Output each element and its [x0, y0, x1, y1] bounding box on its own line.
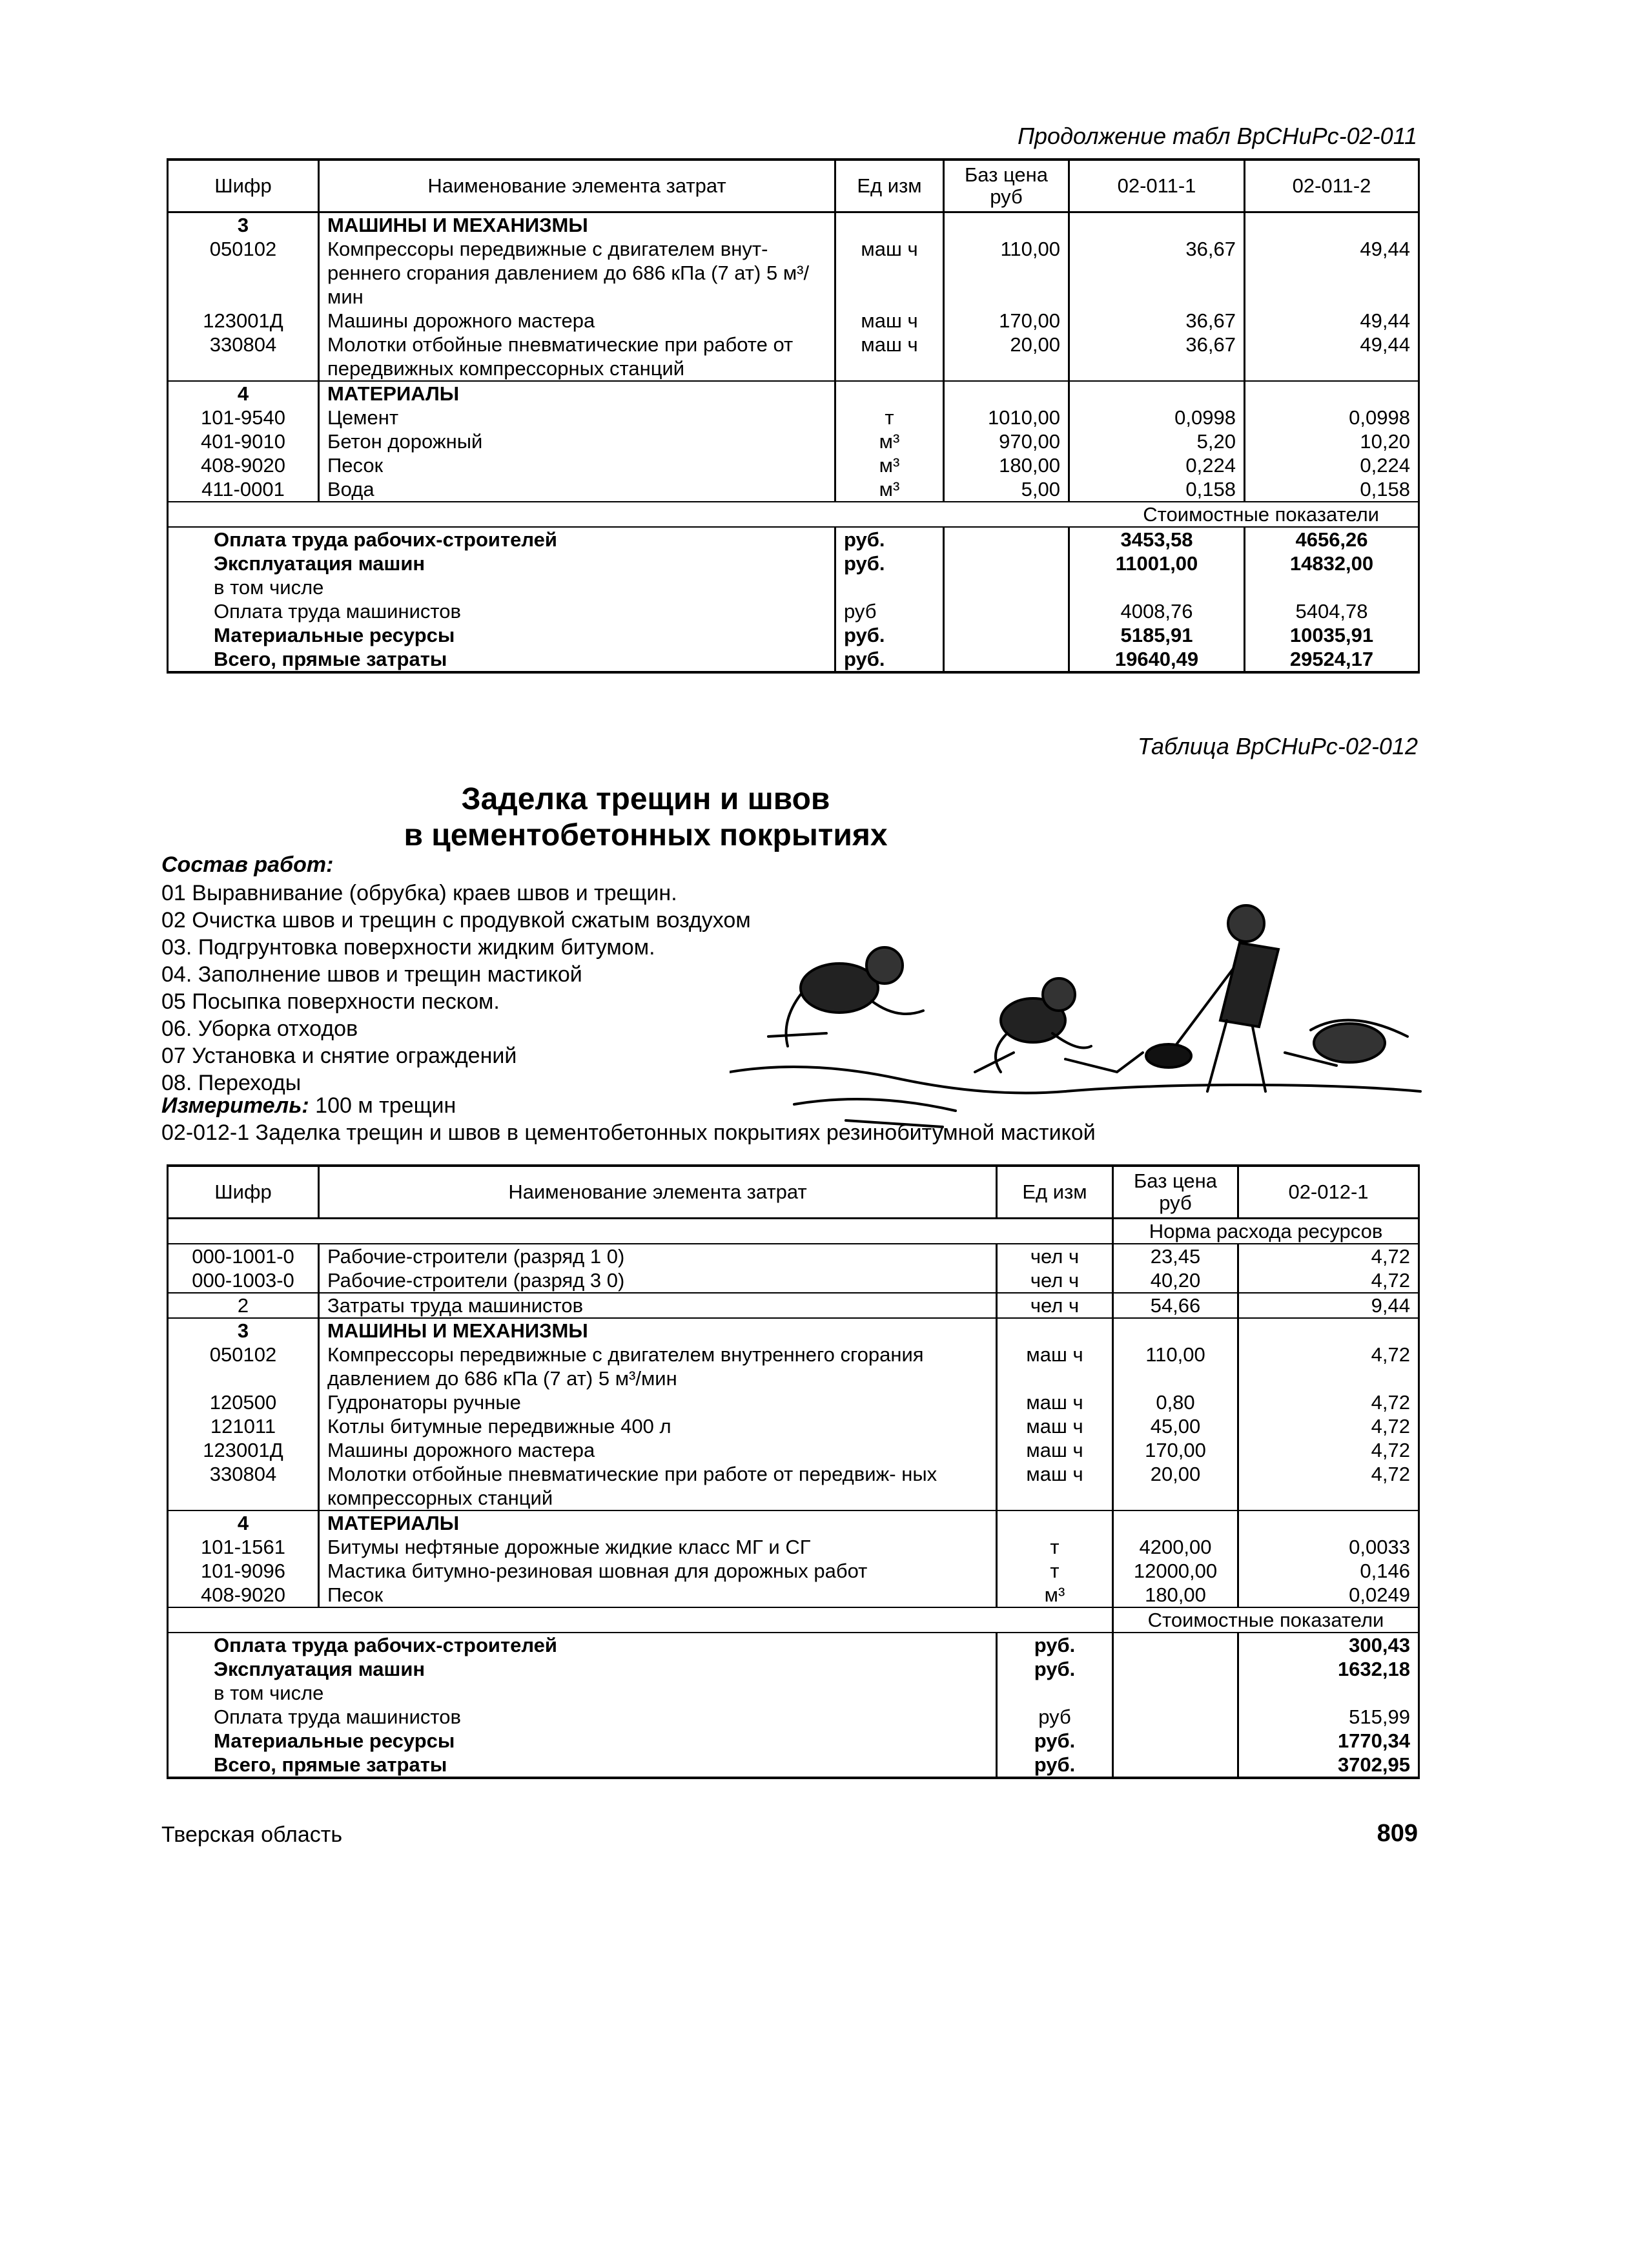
row-code: 101-9096 [168, 1559, 319, 1583]
row-value-2: 49,44 [1245, 333, 1419, 381]
table-row [168, 1583, 1419, 1607]
summary-value-2: 29524,17 [1245, 647, 1419, 672]
summary-price [1113, 1657, 1238, 1681]
summary-name: Оплата труда машинистов [168, 599, 835, 623]
row-price: 4200,00 [1113, 1535, 1238, 1559]
row-price: 12000,00 [1113, 1559, 1238, 1583]
row-name: Компрессоры передвижные с двигателем внутреннего сгорания давлением до 686 кПа (7 ат) 5 м³/мин [319, 1343, 997, 1390]
work-item: 08. Переходы [161, 1071, 302, 1095]
header-col1: 02-012-1 [1238, 1166, 1419, 1219]
table-row [168, 406, 1419, 429]
summary-value-2: 5404,78 [1245, 599, 1419, 623]
table-row [168, 381, 1419, 406]
row-value-1: 36,67 [1069, 309, 1245, 333]
workers-illustration [730, 898, 1427, 1130]
summary-value-2: 10035,91 [1245, 623, 1419, 647]
row-name: Молотки отбойные пневматические при работе от передвиж- ных компрессорных станций [319, 1462, 997, 1510]
summary-price [1113, 1681, 1238, 1705]
summary-unit: руб. [835, 552, 944, 575]
summary-price [944, 599, 1069, 623]
measure-value: 100 м трещин [309, 1093, 456, 1118]
row-value-1: 0,0998 [1069, 406, 1245, 429]
summary-name: Материальные ресурсы [168, 623, 835, 647]
row-unit: чел ч [997, 1268, 1113, 1293]
table-row [168, 429, 1419, 453]
row-code: 120500 [168, 1390, 319, 1414]
work-item: 06. Уборка отходов [161, 1016, 358, 1041]
row-value-1 [1069, 212, 1245, 238]
summary-price [944, 623, 1069, 647]
row-value-1: 0,224 [1069, 453, 1245, 477]
row-value-1: 5,20 [1069, 429, 1245, 453]
row-code: 123001Д [168, 1438, 319, 1462]
header-unit: Ед изм [997, 1166, 1113, 1219]
summary-unit: руб. [997, 1633, 1113, 1657]
row-value-1: 4,72 [1238, 1343, 1419, 1390]
row-value-1: 9,44 [1238, 1293, 1419, 1318]
table-row [168, 1535, 1419, 1559]
table-row [168, 1318, 1419, 1343]
header-name: Наименование элемента затрат [319, 160, 835, 212]
continuation-caption: Продолжение табл ВрСНиРс-02-011 [1017, 123, 1417, 149]
work-list [161, 880, 751, 1097]
header-name: Наименование элемента затрат [319, 1166, 997, 1219]
row-name: МАТЕРИАЛЫ [319, 1510, 997, 1535]
row-unit: чел ч [997, 1293, 1113, 1318]
row-value-1 [1238, 1510, 1419, 1535]
cost-header-row [168, 502, 1419, 527]
cost-table-02-012 [167, 1164, 1420, 1779]
table-header-row [168, 160, 1419, 212]
work-item: 04. Заполнение швов и трещин мастикой [161, 962, 582, 987]
row-code: 4 [168, 1510, 319, 1535]
row-name: Вода [319, 477, 835, 502]
row-name: Песок [319, 1583, 997, 1607]
summary-row [168, 1681, 1419, 1705]
row-value-2: 49,44 [1245, 237, 1419, 309]
row-price [1113, 1318, 1238, 1343]
work-item: 05 Посыпка поверхности песком. [161, 989, 500, 1014]
summary-row [168, 575, 1419, 599]
norm-header: Норма расхода ресурсов [1113, 1219, 1419, 1244]
summary-price [944, 647, 1069, 672]
measure-label: Измеритель: [161, 1093, 309, 1118]
summary-price [944, 575, 1069, 599]
table-row [168, 1462, 1419, 1510]
row-price: 40,20 [1113, 1268, 1238, 1293]
summary-unit [997, 1681, 1113, 1705]
row-value-2 [1245, 381, 1419, 406]
row-code: 101-9540 [168, 406, 319, 429]
row-unit: чел ч [997, 1244, 1113, 1268]
row-price: 0,80 [1113, 1390, 1238, 1414]
row-value-1: 4,72 [1238, 1244, 1419, 1268]
header-col1: 02-011-1 [1069, 160, 1245, 212]
summary-name: в том числе [168, 575, 835, 599]
summary-row [168, 1729, 1419, 1753]
row-value-1: 4,72 [1238, 1390, 1419, 1414]
norm-header-blank [168, 1219, 1113, 1244]
summary-price [1113, 1705, 1238, 1729]
table-row [168, 1438, 1419, 1462]
row-value-2: 0,224 [1245, 453, 1419, 477]
row-name: Компрессоры передвижные с двигателем внут- реннего сгорания давлением до 686 кПа (7 ат) 5 м³/мин [319, 237, 835, 309]
row-price: 5,00 [944, 477, 1069, 502]
summary-unit: руб [997, 1705, 1113, 1729]
table-row [168, 1343, 1419, 1390]
row-code: 121011 [168, 1414, 319, 1438]
row-unit [997, 1318, 1113, 1343]
summary-row [168, 552, 1419, 575]
header-unit: Ед изм [835, 160, 944, 212]
row-value-1: 0,158 [1069, 477, 1245, 502]
row-code: 411-0001 [168, 477, 319, 502]
header-price: Баз цена руб [1113, 1166, 1238, 1219]
row-name: Котлы битумные передвижные 400 л [319, 1414, 997, 1438]
summary-name: Всего, прямые затраты [168, 647, 835, 672]
row-code: 050102 [168, 237, 319, 309]
summary-unit: руб [835, 599, 944, 623]
row-unit: м³ [835, 429, 944, 453]
row-value-1 [1069, 381, 1245, 406]
summary-name: в том числе [168, 1681, 997, 1705]
row-price: 110,00 [944, 237, 1069, 309]
summary-row [168, 623, 1419, 647]
summary-unit [835, 575, 944, 599]
table-row [168, 309, 1419, 333]
row-code: 401-9010 [168, 429, 319, 453]
summary-value-1: 1770,34 [1238, 1729, 1419, 1753]
row-value-2: 0,0998 [1245, 406, 1419, 429]
row-unit: маш ч [835, 309, 944, 333]
row-unit: м³ [835, 477, 944, 502]
row-name: Машины дорожного мастера [319, 1438, 997, 1462]
row-name: Битумы нефтяные дорожные жидкие класс МГ и СГ [319, 1535, 997, 1559]
row-name: Затраты труда машинистов [319, 1293, 997, 1318]
work-item: 02 Очистка швов и трещин с продувкой сжатым воздухом [161, 908, 751, 933]
summary-value-2: 14832,00 [1245, 552, 1419, 575]
footer-region: Тверская область [161, 1822, 343, 1847]
summary-unit: руб. [997, 1753, 1113, 1778]
table-row [168, 1559, 1419, 1583]
header-code: Шифр [168, 160, 319, 212]
table-row [168, 453, 1419, 477]
page-number: 809 [1377, 1820, 1418, 1847]
row-code: 050102 [168, 1343, 319, 1390]
row-name: МАШИНЫ И МЕХАНИЗМЫ [319, 212, 835, 238]
summary-unit: руб. [835, 623, 944, 647]
summary-row [168, 1753, 1419, 1778]
summary-value-1: 19640,49 [1069, 647, 1245, 672]
table-row [168, 1390, 1419, 1414]
table-row [168, 1244, 1419, 1268]
row-price: 180,00 [1113, 1583, 1238, 1607]
row-code: 000-1003-0 [168, 1268, 319, 1293]
row-unit: т [997, 1535, 1113, 1559]
summary-value-1 [1069, 575, 1245, 599]
row-name: Цемент [319, 406, 835, 429]
row-code: 408-9020 [168, 1583, 319, 1607]
row-price: 1010,00 [944, 406, 1069, 429]
summary-unit: руб. [835, 527, 944, 552]
summary-name: Эксплуатация машин [168, 1657, 997, 1681]
row-name: Песок [319, 453, 835, 477]
table-row [168, 1510, 1419, 1535]
summary-name: Оплата труда рабочих-строителей [168, 1633, 997, 1657]
work-item: 01 Выравнивание (обрубка) краев швов и трещин. [161, 881, 677, 905]
row-price: 110,00 [1113, 1343, 1238, 1390]
summary-value-1: 515,99 [1238, 1705, 1419, 1729]
row-value-2: 10,20 [1245, 429, 1419, 453]
cost-header-row [168, 1607, 1419, 1633]
row-value-1: 0,0249 [1238, 1583, 1419, 1607]
summary-value-2 [1245, 575, 1419, 599]
row-code: 3 [168, 1318, 319, 1343]
row-unit: маш ч [835, 237, 944, 309]
row-value-1: 0,0033 [1238, 1535, 1419, 1559]
header-price: Баз цена руб [944, 160, 1069, 212]
row-unit: маш ч [997, 1438, 1113, 1462]
row-unit: маш ч [997, 1343, 1113, 1390]
table-row [168, 237, 1419, 309]
row-code: 408-9020 [168, 453, 319, 477]
table-row [168, 1293, 1419, 1318]
summary-value-1: 4008,76 [1069, 599, 1245, 623]
summary-price [1113, 1729, 1238, 1753]
summary-row [168, 1705, 1419, 1729]
row-unit [835, 212, 944, 238]
summary-value-1: 3453,58 [1069, 527, 1245, 552]
cost-header: Стоимостные показатели [1113, 1607, 1419, 1633]
table-row [168, 477, 1419, 502]
summary-price [944, 527, 1069, 552]
work-item: 03. Подгрунтовка поверхности жидким битумом. [161, 935, 655, 960]
row-code: 4 [168, 381, 319, 406]
section-title [323, 781, 968, 854]
row-price [1113, 1510, 1238, 1535]
row-price: 170,00 [944, 309, 1069, 333]
cost-header: Стоимостные показатели [168, 502, 1419, 527]
measure-line [161, 1093, 456, 1119]
summary-price [1113, 1753, 1238, 1778]
summary-row [168, 1657, 1419, 1681]
row-name: Бетон дорожный [319, 429, 835, 453]
row-unit: м³ [997, 1583, 1113, 1607]
norm-header-row [168, 1219, 1419, 1244]
row-name: Гудронаторы ручные [319, 1390, 997, 1414]
row-value-1: 4,72 [1238, 1438, 1419, 1462]
row-name: Рабочие-строители (разряд 3 0) [319, 1268, 997, 1293]
row-price: 180,00 [944, 453, 1069, 477]
summary-row [168, 647, 1419, 672]
row-value-1: 36,67 [1069, 333, 1245, 381]
row-code: 000-1001-0 [168, 1244, 319, 1268]
cost-header-blank [168, 1607, 1113, 1633]
summary-value-1 [1238, 1681, 1419, 1705]
row-unit: маш ч [997, 1390, 1113, 1414]
row-name: МАТЕРИАЛЫ [319, 381, 835, 406]
row-code: 101-1561 [168, 1535, 319, 1559]
row-price: 54,66 [1113, 1293, 1238, 1318]
summary-unit: руб. [997, 1729, 1113, 1753]
row-unit: т [997, 1559, 1113, 1583]
row-price: 970,00 [944, 429, 1069, 453]
row-code: 330804 [168, 1462, 319, 1510]
summary-name: Оплата труда рабочих-строителей [168, 527, 835, 552]
table-row [168, 1268, 1419, 1293]
row-name: МАШИНЫ И МЕХАНИЗМЫ [319, 1318, 997, 1343]
cost-table-02-011 [167, 158, 1420, 674]
row-name: Мастика битумно-резиновая шовная для дорожных работ [319, 1559, 997, 1583]
summary-value-1: 300,43 [1238, 1633, 1419, 1657]
row-value-1: 4,72 [1238, 1414, 1419, 1438]
row-value-2: 0,158 [1245, 477, 1419, 502]
summary-value-1: 5185,91 [1069, 623, 1245, 647]
row-price: 170,00 [1113, 1438, 1238, 1462]
row-unit: м³ [835, 453, 944, 477]
row-code: 3 [168, 212, 319, 238]
row-unit: маш ч [835, 333, 944, 381]
summary-name: Эксплуатация машин [168, 552, 835, 575]
table-caption: Таблица ВрСНиРс-02-012 [1137, 733, 1418, 759]
header-col2: 02-011-2 [1245, 160, 1419, 212]
row-price: 23,45 [1113, 1244, 1238, 1268]
summary-row [168, 599, 1419, 623]
summary-name: Материальные ресурсы [168, 1729, 997, 1753]
row-unit [835, 381, 944, 406]
row-unit: маш ч [997, 1414, 1113, 1438]
row-value-1: 0,146 [1238, 1559, 1419, 1583]
table-row [168, 212, 1419, 238]
summary-name: Оплата труда машинистов [168, 1705, 997, 1729]
summary-unit: руб. [835, 647, 944, 672]
summary-row [168, 1633, 1419, 1657]
row-unit [997, 1510, 1113, 1535]
summary-value-2: 4656,26 [1245, 527, 1419, 552]
summary-name: Всего, прямые затраты [168, 1753, 997, 1778]
row-price: 20,00 [1113, 1462, 1238, 1510]
row-name: Рабочие-строители (разряд 1 0) [319, 1244, 997, 1268]
item-line: 02-012-1 Заделка трещин и швов в цементобетонных покрытиях резинобитумной мастикой [161, 1120, 1096, 1145]
table-row [168, 1414, 1419, 1438]
section-title-line2: в цементобетонных покрытиях [404, 818, 888, 852]
row-price [944, 212, 1069, 238]
table-header-row [168, 1166, 1419, 1219]
row-name: Машины дорожного мастера [319, 309, 835, 333]
header-code: Шифр [168, 1166, 319, 1219]
row-price: 45,00 [1113, 1414, 1238, 1438]
row-value-1 [1238, 1318, 1419, 1343]
work-label: Состав работ: [161, 852, 334, 877]
row-value-2 [1245, 212, 1419, 238]
row-unit: маш ч [997, 1462, 1113, 1510]
row-unit: т [835, 406, 944, 429]
row-code: 2 [168, 1293, 319, 1318]
work-item: 07 Установка и снятие ограждений [161, 1044, 517, 1068]
summary-price [1113, 1633, 1238, 1657]
summary-value-1: 11001,00 [1069, 552, 1245, 575]
summary-price [944, 552, 1069, 575]
row-value-1: 36,67 [1069, 237, 1245, 309]
summary-value-1: 1632,18 [1238, 1657, 1419, 1681]
summary-value-1: 3702,95 [1238, 1753, 1419, 1778]
row-price [944, 381, 1069, 406]
summary-row [168, 527, 1419, 552]
summary-unit: руб. [997, 1657, 1113, 1681]
row-code: 330804 [168, 333, 319, 381]
row-name: Молотки отбойные пневматические при работе от передвижных компрессорных станций [319, 333, 835, 381]
table-row [168, 333, 1419, 381]
row-value-2: 49,44 [1245, 309, 1419, 333]
row-price: 20,00 [944, 333, 1069, 381]
row-value-1: 4,72 [1238, 1462, 1419, 1510]
row-code: 123001Д [168, 309, 319, 333]
section-title-line1: Заделка трещин и швов [461, 782, 830, 816]
row-value-1: 4,72 [1238, 1268, 1419, 1293]
